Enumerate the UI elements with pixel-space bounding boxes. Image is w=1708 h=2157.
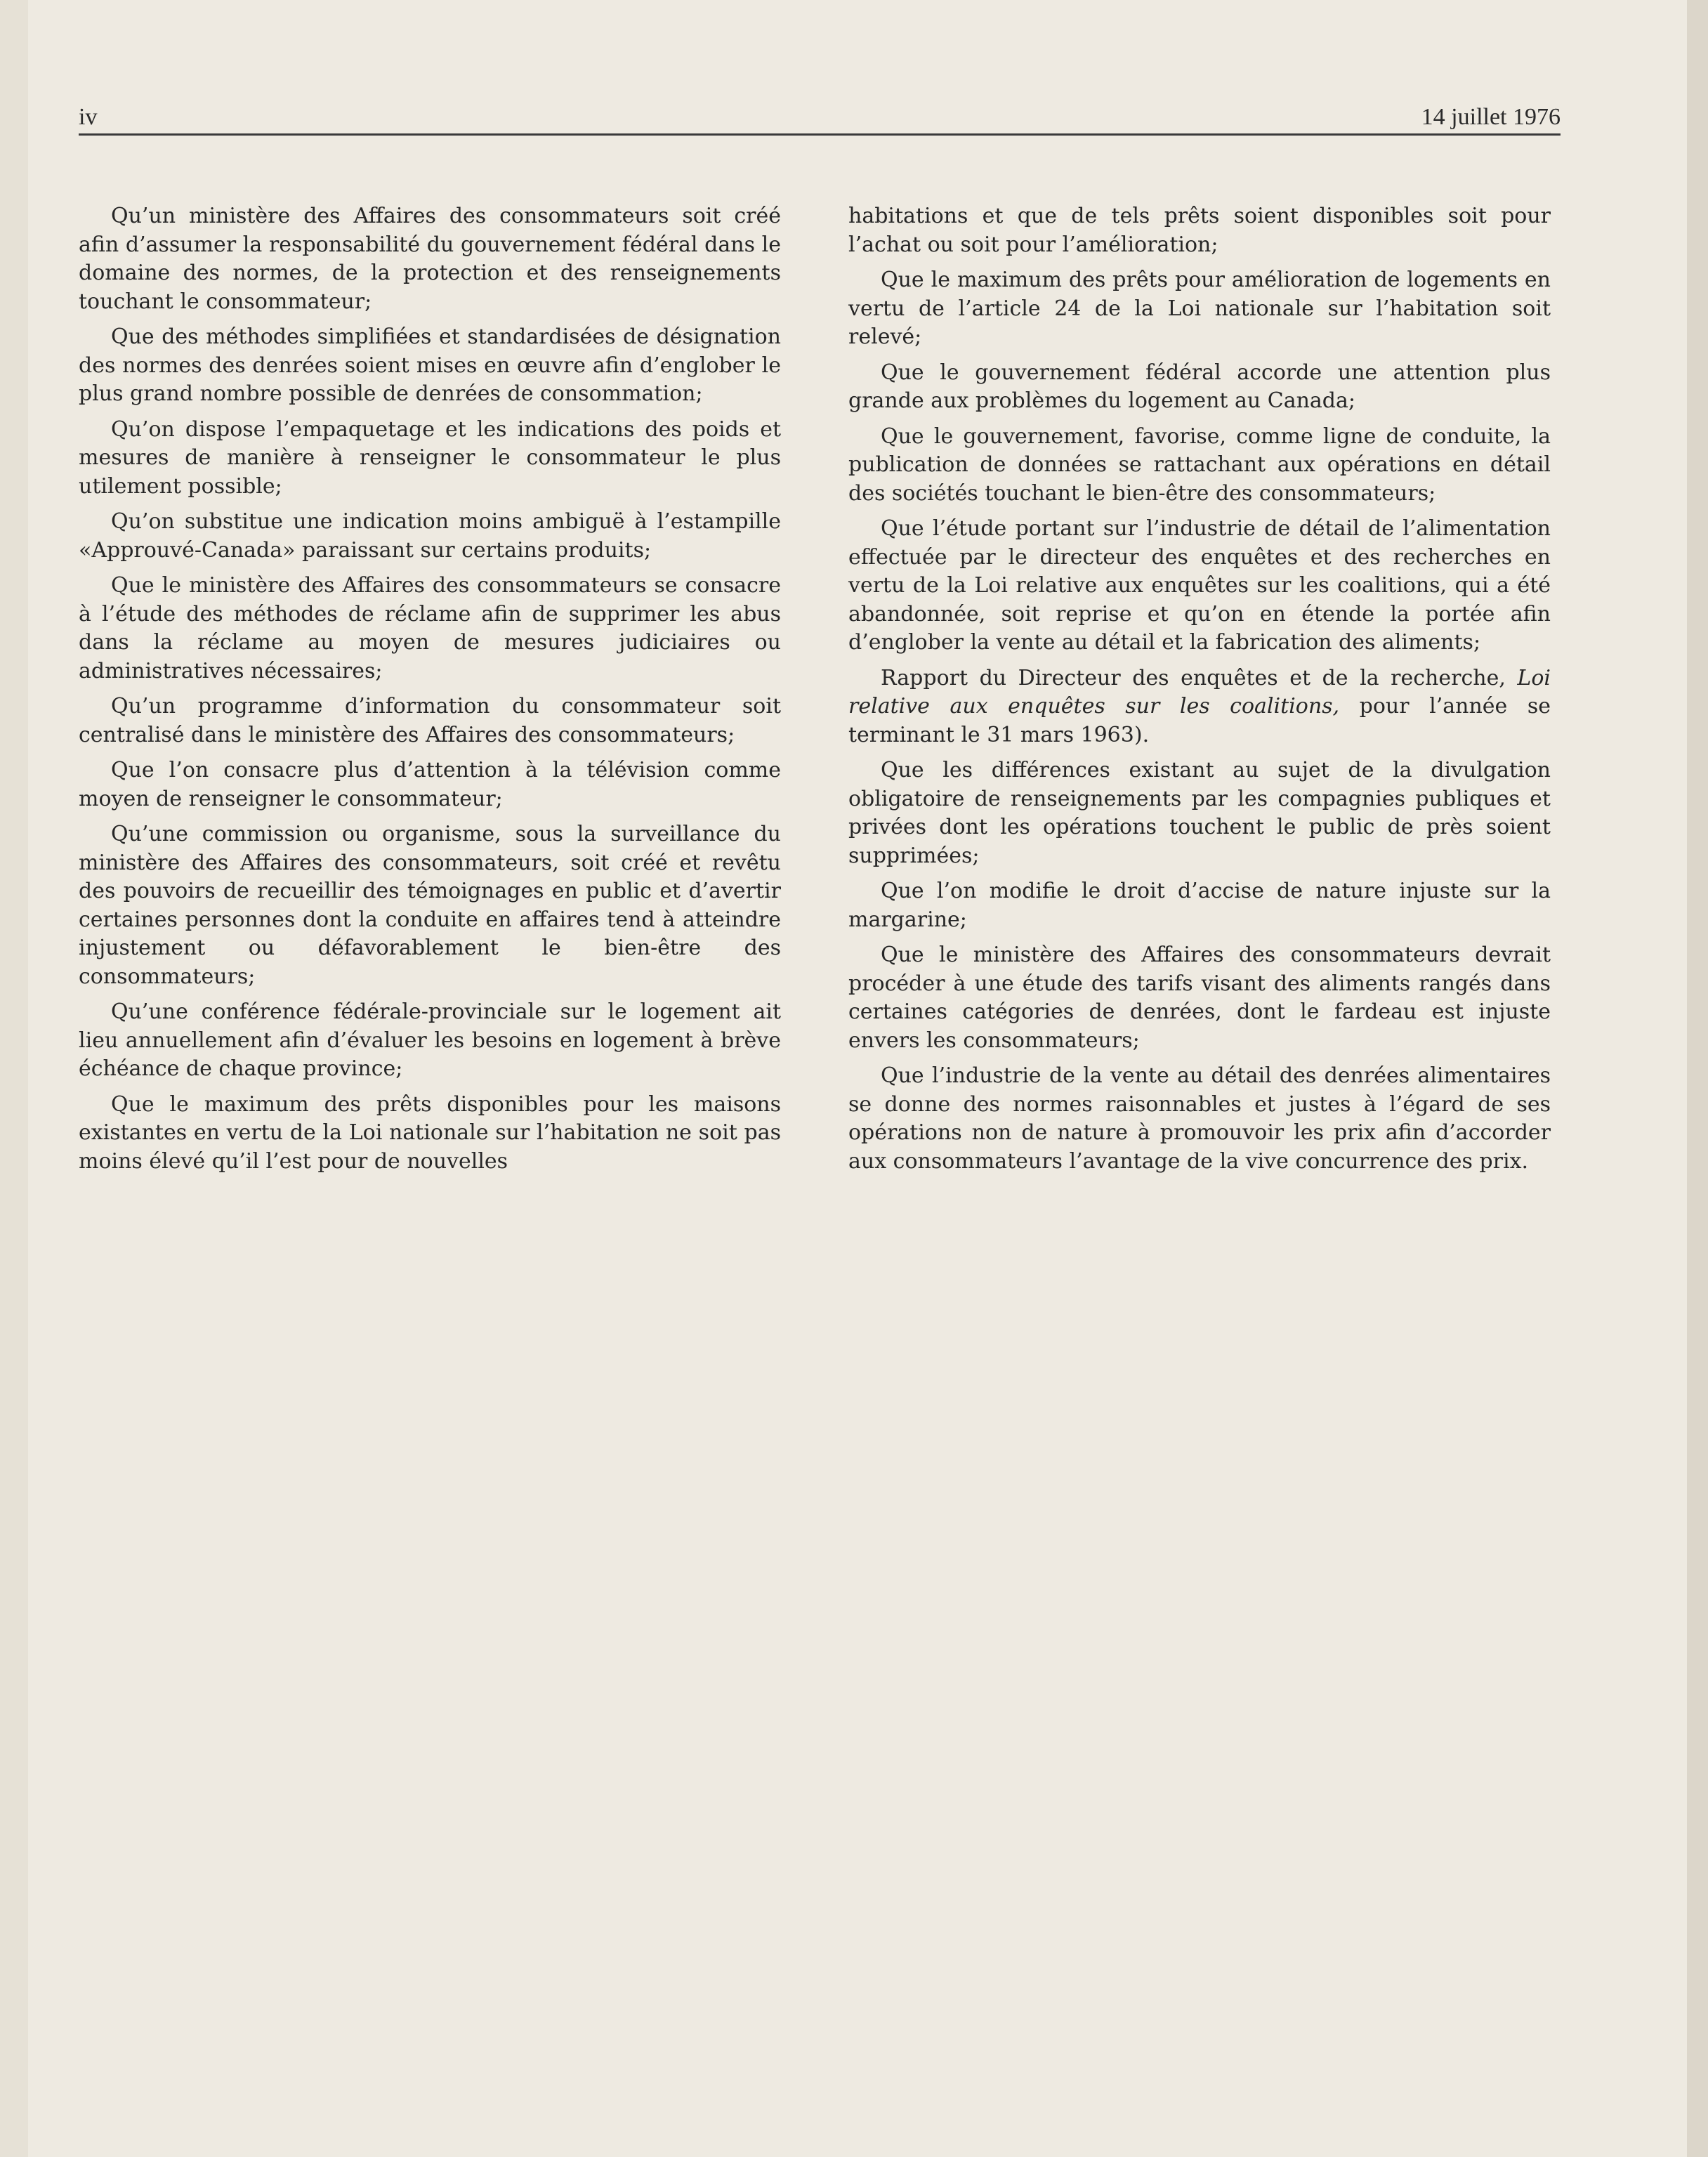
inner-margin	[0, 0, 28, 2157]
paragraph: Qu’un ministère des Affaires des consommateurs soit créé afin d’assumer la responsabilité du gouvernement fédéral dans le domaine des normes, de la protection et des renseignements touchant le consommateur;	[79, 204, 781, 314]
paragraph: Que l’on modifie le droit d’accise de nature injuste sur la margarine;	[848, 879, 1551, 932]
paragraph: Qu’on dispose l’empaquetage et les indications des poids et mesures de manière à renseigner le consommateur le plus utilement possible;	[79, 417, 781, 499]
right-column	[848, 202, 1551, 1183]
paragraph: Qu’une conférence fédérale-provinciale sur le logement ait lieu annuellement afin d’évaluer les besoins en logement à brève échéance de chaque province;	[79, 999, 781, 1081]
paragraph: Que le maximum des prêts disponibles pour les maisons existantes en vertu de la Loi nationale sur l’habitation ne soit pas moins élevé qu’il l’est pour de nouvelles	[79, 1091, 781, 1174]
report-citation-text: pour l’année se terminant le 31 mars 1963).	[848, 694, 1551, 747]
page-header	[79, 98, 1561, 136]
paragraph: Que l’industrie de la vente au détail des denrées alimentaires se donne des normes raisonnables et justes à l’égard de ses opérations non de nature à promouvoir les prix afin d’accorder aux consommateurs l’avantage de la vive concurrence des prix.	[848, 1063, 1551, 1174]
paragraph: Qu’un programme d’information du consommateur soit centralisé dans le ministère des Affaires des consommateurs;	[79, 694, 781, 747]
left-column	[79, 202, 781, 1183]
page-edge	[1687, 0, 1708, 2157]
paragraph: Qu’on substitue une indication moins ambiguë à l’estampille «Approuvé-Canada» paraissant sur certains produits;	[79, 509, 781, 563]
paragraph: Que les différences existant au sujet de la divulgation obligatoire de renseignements par les compagnies publiques et privées dont les opérations touchent le public de près soient supprimées;	[848, 758, 1551, 868]
paragraph-continuation: habitations et que de tels prêts soient disponibles soit pour l’achat ou soit pour l’amélioration;	[848, 204, 1551, 257]
paragraph: Que le ministère des Affaires des consommateurs se consacre à l’étude des méthodes de réclame afin de supprimer les abus dans la réclame au moyen de mesures judiciaires ou administratives nécessaires;	[79, 573, 781, 683]
report-citation-title: Loi relative aux enquêtes sur les coalitions,	[848, 665, 1551, 719]
paragraph: Que le gouvernement, favorise, comme ligne de conduite, la publication de données se rattachant aux opérations en détail des sociétés touchant le bien-être des consommateurs;	[848, 424, 1551, 506]
paragraph: Que le gouvernement fédéral accorde une attention plus grande aux problèmes du logement au Canada;	[848, 360, 1551, 413]
report-citation-text: Rapport du Directeur des enquêtes et de la recherche,	[881, 665, 1518, 690]
page-date: 14 juillet 1976	[1421, 104, 1561, 130]
paragraph: Que l’on consacre plus d’attention à la télévision comme moyen de renseigner le consommateur;	[79, 758, 781, 811]
page-number: iv	[79, 104, 98, 130]
paragraph: Qu’une commission ou organisme, sous la surveillance du ministère des Affaires des consommateurs, soit créé et revêtu des pouvoirs de recueillir des témoignages en public et d’avertir certaines personnes dont la conduite en affaires tend à atteindre injustement ou défavorablement le bien-être des consommateurs;	[79, 822, 781, 989]
paragraph: Que le ministère des Affaires des consommateurs devrait procéder à une étude des tarifs visant des aliments rangés dans certaines catégories de denrées, dont le fardeau est injuste envers les consommateurs;	[848, 943, 1551, 1053]
paragraph: Que le maximum des prêts pour amélioration de logements en vertu de l’article 24 de la Loi nationale sur l’habitation soit relevé;	[848, 268, 1551, 349]
report-citation	[848, 664, 1551, 750]
paragraph: Que l’étude portant sur l’industrie de détail de l’alimentation effectuée par le directeur des enquêtes et des recherches en vertu de la Loi relative aux enquêtes sur les coalitions, qui a été abandonnée, soit reprise et qu’on en étende la portée afin d’englober la vente au détail et la fabrication des aliments;	[848, 516, 1551, 655]
paragraph: Que des méthodes simplifiées et standardisées de désignation des normes des denrées soient mises en œuvre afin d’englober le plus grand nombre possible de denrées de consommation;	[79, 324, 781, 406]
